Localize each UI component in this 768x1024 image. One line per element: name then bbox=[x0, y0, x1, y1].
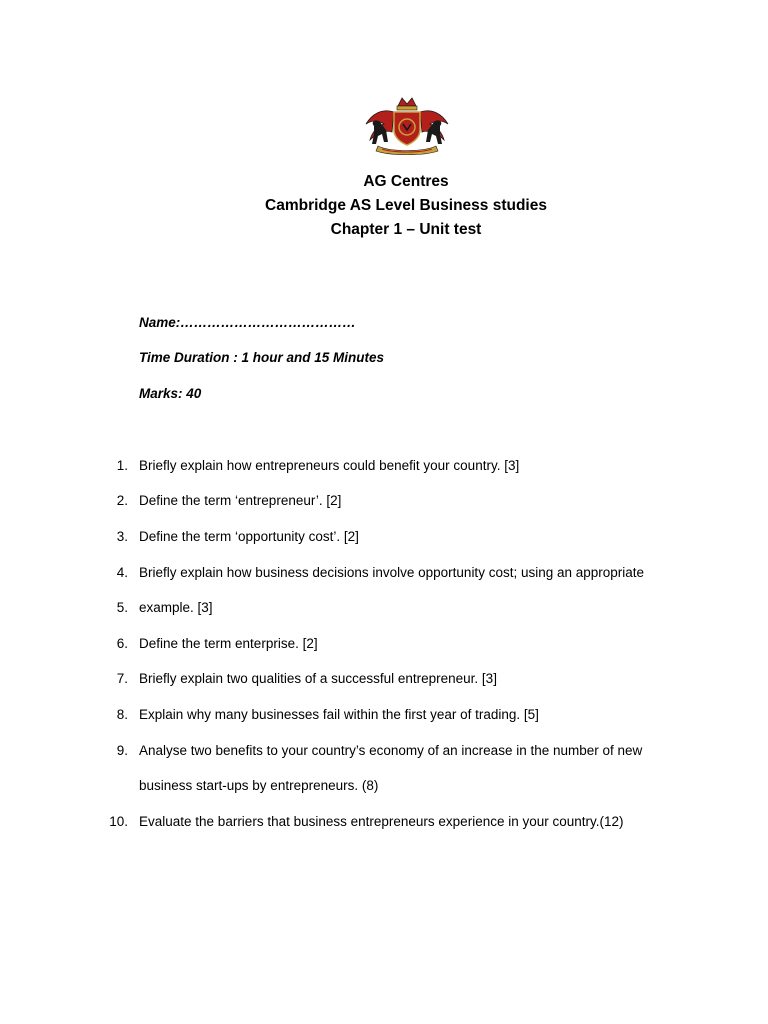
total-marks: Marks: 40 bbox=[139, 386, 202, 401]
test-title: Chapter 1 – Unit test bbox=[330, 221, 482, 238]
crest-logo-icon bbox=[360, 96, 454, 156]
question-text: Define the term enterprise. [2] bbox=[139, 636, 318, 651]
question-text: Explain why many businesses fail within the first year of trading. [5] bbox=[139, 707, 539, 722]
question-number: 4. bbox=[116, 565, 128, 580]
question-number: 1. bbox=[116, 458, 128, 473]
question-text: Briefly explain how business decisions involve opportunity cost; using an appropriate bbox=[139, 565, 645, 580]
question-text: Briefly explain two qualities of a successful entrepreneur. [3] bbox=[139, 671, 497, 686]
question-text: Define the term ‘opportunity cost’. [2] bbox=[139, 529, 359, 544]
question-number: 6. bbox=[116, 636, 128, 651]
question-text: example. [3] bbox=[139, 600, 213, 615]
question-text: Evaluate the barriers that business entrepreneurs experience in your country.(12) bbox=[139, 814, 624, 829]
question-number: 3. bbox=[116, 529, 128, 544]
document-heading bbox=[0, 170, 768, 242]
question-text: Briefly explain how entrepreneurs could benefit your country. [3] bbox=[139, 458, 520, 473]
question-number: 7. bbox=[116, 671, 128, 686]
question-number: 2. bbox=[116, 493, 128, 508]
question-text: business start-ups by entrepreneurs. (8) bbox=[139, 778, 379, 793]
question-number: 8. bbox=[116, 707, 128, 722]
question-number: 9. bbox=[116, 743, 128, 758]
time-duration: Time Duration : 1 hour and 15 Minutes bbox=[139, 350, 385, 365]
name-field-label: Name:………………………………… bbox=[139, 315, 356, 330]
question-text: Define the term ‘entrepreneur’. [2] bbox=[139, 493, 342, 508]
question-text: Analyse two benefits to your country’s economy of an increase in the number of new bbox=[139, 743, 643, 758]
question-number: 10. bbox=[109, 814, 128, 829]
course-title: Cambridge AS Level Business studies bbox=[265, 197, 547, 214]
org-title: AG Centres bbox=[363, 173, 449, 190]
question-number: 5. bbox=[116, 600, 128, 615]
